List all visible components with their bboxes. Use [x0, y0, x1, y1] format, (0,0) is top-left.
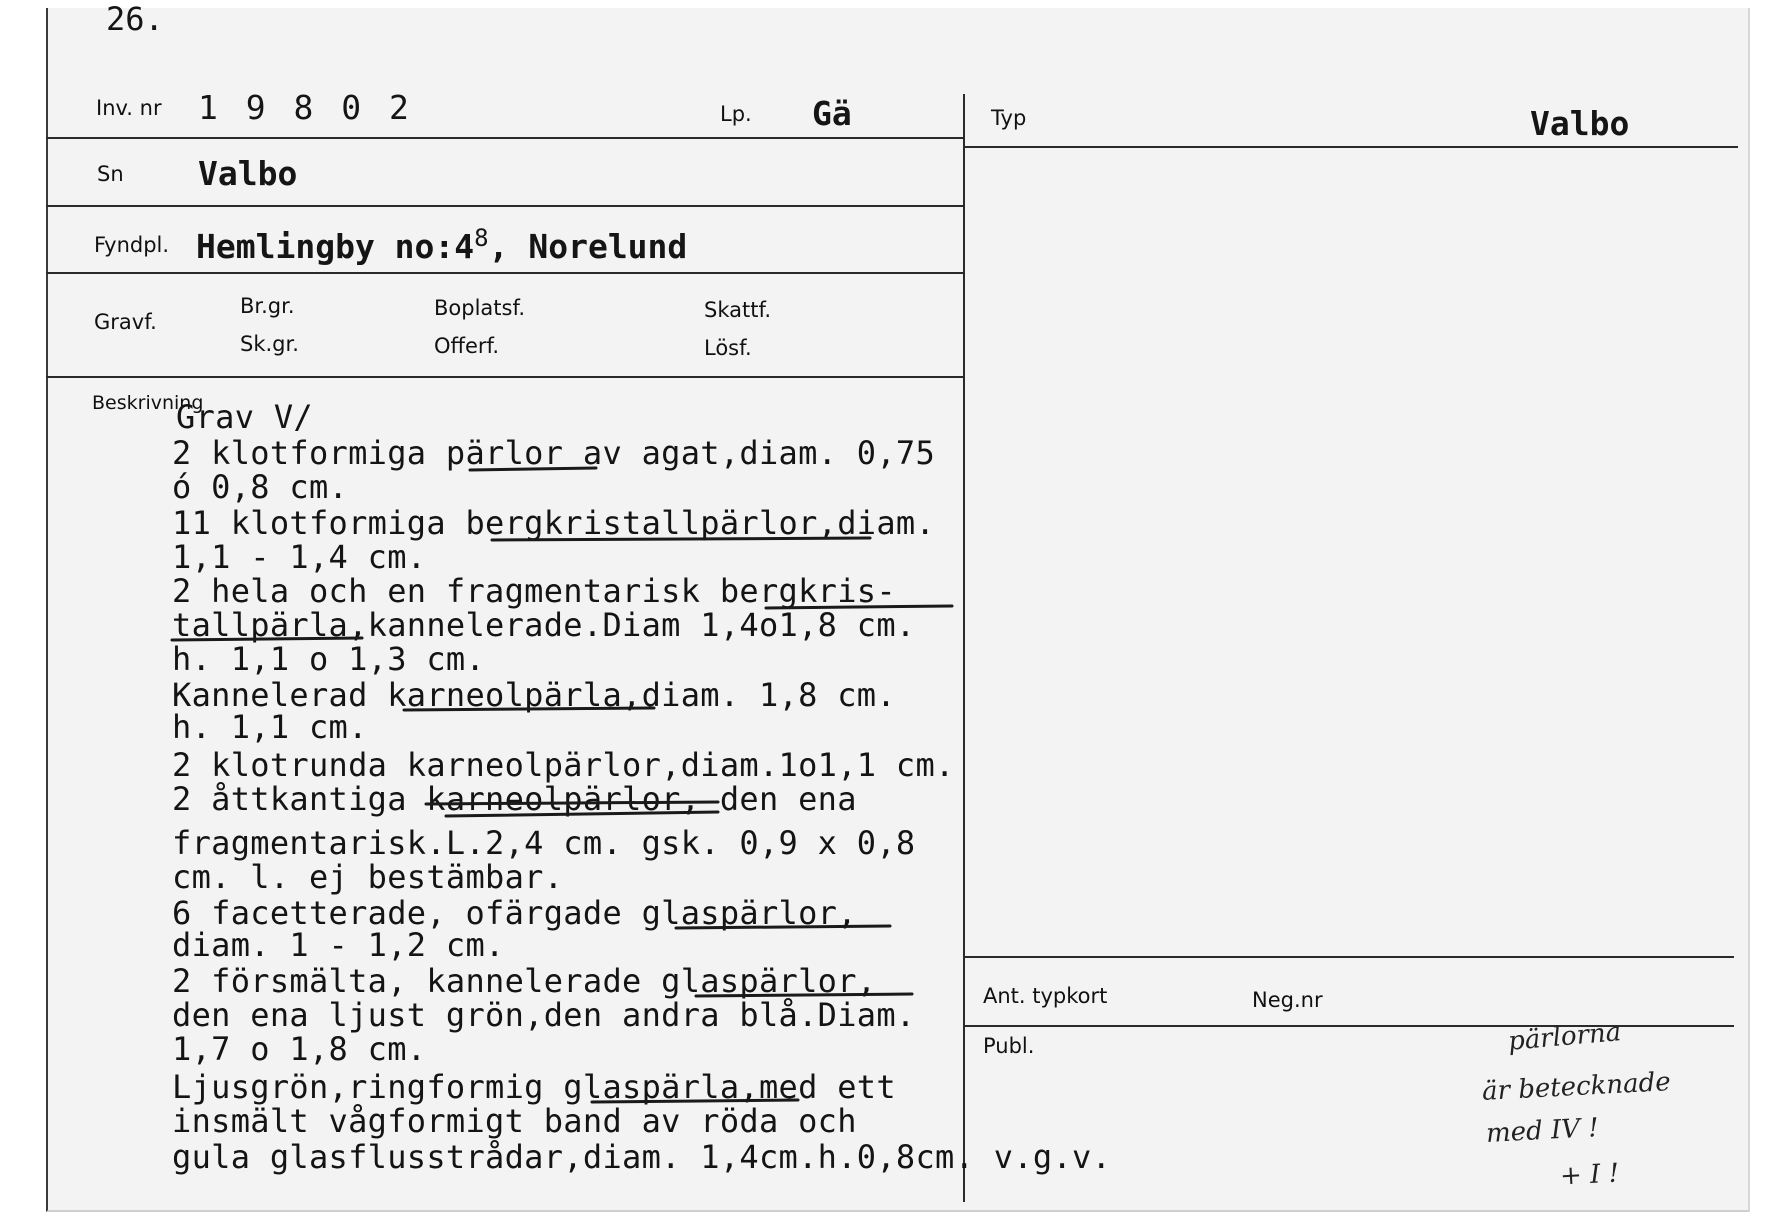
- gravf-label: Gravf.: [94, 310, 157, 334]
- rule-inv: [46, 137, 964, 139]
- desc-line: tallpärla,kannelerade.Diam 1,4o1,8 cm.: [172, 606, 916, 644]
- note-line: + I !: [1559, 1158, 1620, 1192]
- desc-line: insmält vågformigt band av röda och: [172, 1102, 857, 1140]
- gravf-brgr: Br.gr.: [240, 294, 295, 318]
- publ-label: Publ.: [983, 1034, 1035, 1058]
- typ-value: Valbo: [1530, 104, 1630, 143]
- fyndpl-place: Hemlingby no:4: [196, 227, 475, 266]
- neg-nr-label: Neg.nr: [1252, 988, 1323, 1012]
- rule-sn: [46, 205, 964, 207]
- fyndpl-value: [196, 224, 687, 266]
- card-number: 26.: [106, 0, 164, 38]
- fyndpl-label: Fyndpl.: [94, 233, 170, 257]
- typ-label: Typ: [991, 106, 1027, 130]
- inv-value: 1 9 8 0 2: [198, 88, 413, 127]
- desc-line: diam. 1 - 1,2 cm.: [172, 926, 505, 964]
- fyndpl-place-rest: , Norelund: [488, 227, 688, 266]
- desc-line: h. 1,1 cm.: [172, 708, 368, 746]
- rule-fyndpl: [46, 272, 964, 274]
- gravf-boplatsf: Boplatsf.: [434, 296, 526, 320]
- inv-label: Inv. nr: [96, 96, 162, 120]
- desc-line: fragmentarisk.L.2,4 cm. gsk. 0,9 x 0,8: [172, 824, 916, 862]
- desc-line: 6 facetterade, ofärgade glaspärlor,: [172, 894, 857, 932]
- desc-line: 2 hela och en fragmentarisk bergkris-: [172, 572, 896, 610]
- note-line: är betecknade: [1481, 1067, 1672, 1107]
- sn-label: Sn: [97, 162, 124, 186]
- desc-line: gula glasflusstrådar,diam. 1,4cm.h.0,8cm. v.g.v.: [172, 1138, 1112, 1176]
- desc-line: 1,7 o 1,8 cm.: [172, 1030, 427, 1068]
- desc-line: 11 klotformiga bergkristallpärlor,diam.: [172, 504, 936, 542]
- gravf-losf: Lösf.: [704, 336, 752, 360]
- desc-line: 1,1 - 1,4 cm.: [172, 538, 427, 576]
- rule-footer-top: [964, 956, 1734, 958]
- desc-line: 2 klotrunda karneolpärlor,diam.1o1,1 cm.: [172, 746, 955, 784]
- fyndpl-superscript: 8: [474, 224, 489, 252]
- sn-value: Valbo: [198, 154, 298, 193]
- rule-typ: [964, 146, 1738, 148]
- desc-line: den ena ljust grön,den andra blå.Diam.: [172, 996, 916, 1034]
- note-line: pärlorna: [1506, 1017, 1623, 1057]
- gravf-skattf: Skattf.: [704, 298, 771, 322]
- desc-line: 2 åttkantiga karneolpärlor, den ena: [172, 780, 857, 818]
- note-line: med IV !: [1485, 1113, 1600, 1149]
- beskrivning-label: Beskrivning: [92, 392, 204, 414]
- desc-line: ó 0,8 cm.: [172, 468, 349, 506]
- desc-line: Kannelerad karneolpärla,diam. 1,8 cm.: [172, 676, 896, 714]
- desc-line: h. 1,1 o 1,3 cm.: [172, 640, 486, 678]
- lp-value: Gä: [812, 94, 852, 133]
- gravf-offerf: Offerf.: [434, 334, 500, 358]
- desc-line: 2 klotformiga pärlor av agat,diam. 0,75: [172, 434, 936, 472]
- desc-line: cm. l. ej bestämbar.: [172, 858, 564, 896]
- lp-label: Lp.: [720, 102, 752, 126]
- desc-line: Grav V/: [176, 398, 313, 436]
- desc-line: Ljusgrön,ringformig glaspärla,med ett: [172, 1068, 896, 1106]
- desc-line: 2 försmälta, kannelerade glaspärlor,: [172, 962, 877, 1000]
- rule-vertical: [963, 94, 965, 1202]
- gravf-skgr: Sk.gr.: [240, 332, 299, 356]
- rule-gravf: [46, 376, 964, 378]
- ant-typkort-label: Ant. typkort: [983, 984, 1108, 1008]
